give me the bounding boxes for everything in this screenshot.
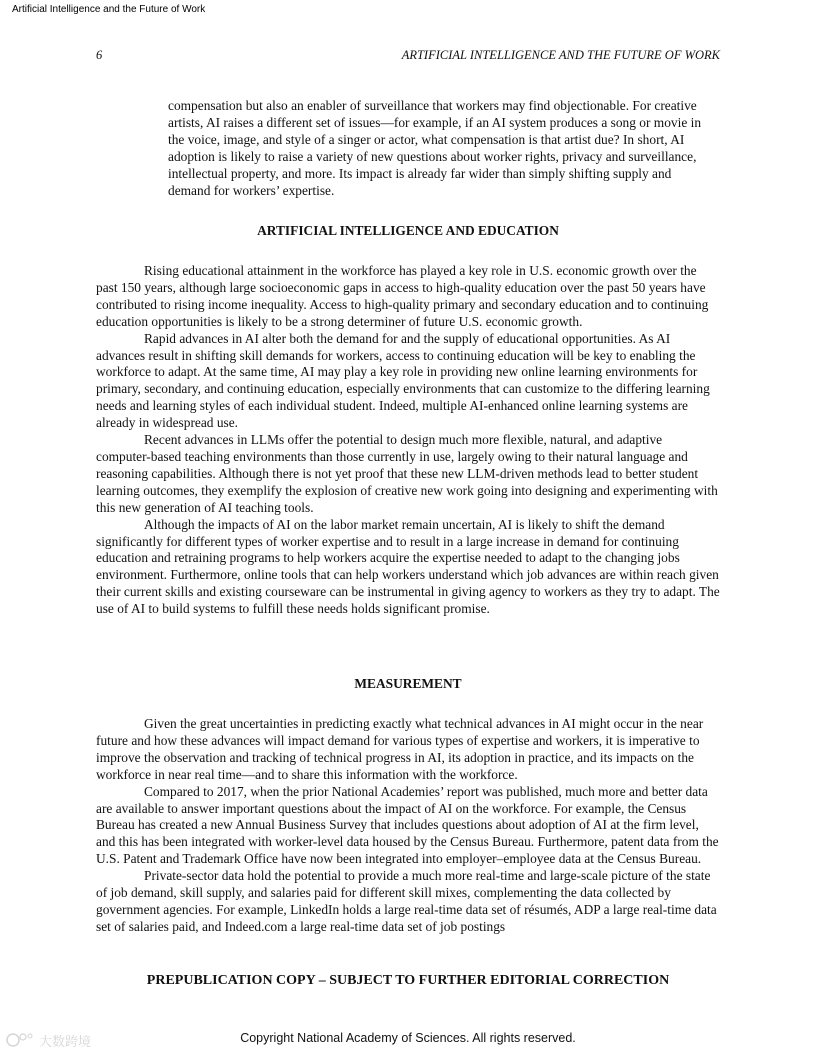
- paragraph: Although the impacts of AI on the labor market remain uncertain, AI is likely to shift the demand significantly for different types of worker expertise and to result in a large increase in demand for continuing education and retraining programs to help workers acquire the expertise needed to adapt to the changing jobs environment. Furthermore, online tools that can help workers understand which job advances are within reach given their current skills and existing courseware can be instrumental in giving agency to workers as they try to adapt. The use of AI to build systems to fulfill these needs holds significant promise.: [96, 516, 720, 617]
- section-body-measurement: [96, 716, 720, 936]
- running-head-title: ARTIFICIAL INTELLIGENCE AND THE FUTURE OF WORK: [401, 48, 720, 62]
- section-heading-ai-education: ARTIFICIAL INTELLIGENCE AND EDUCATION: [257, 223, 559, 238]
- watermark: [6, 1028, 110, 1052]
- section-heading-measurement: MEASUREMENT: [354, 676, 462, 691]
- paragraph: Rising educational attainment in the workforce has played a key role in U.S. economic growth over the past 150 years, although large socioeconomic gaps in access to high-quality education over the past 50 years have contributed to rising income inequality. Access to high-quality primary and secondary education and to continuing education opportunities is likely to be a strong determiner of future U.S. economic growth.: [96, 263, 709, 329]
- document-window-title: Artificial Intelligence and the Future of Work: [12, 4, 206, 15]
- page-number: 6: [96, 48, 103, 62]
- paragraph: Private-sector data hold the potential to provide a much more real-time and large-scale picture of the state of job demand, skill supply, and salaries paid for different skill mixes, complementing the data collected by government agencies. For example, LinkedIn holds a large real-time data set of résumés, ADP a large real-time data set of salaries paid, and Indeed.com a large real-time data set of job postings: [96, 868, 717, 934]
- watermark-text: 大数跨境: [39, 1034, 92, 1050]
- paragraph: Compared to 2017, when the prior National Academies’ report was published, much more and better data are available to answer important questions about the impact of AI on the workforce. For example, the Census Bureau has created a new Annual Business Survey that includes questions about adoption of AI at the firm level, and this has been integrated with worker-level data housed by the Census Bureau. Furthermore, patent data from the U.S. Patent and Trademark Office have now been integrated into employer–employee data at the Census Bureau.: [96, 783, 719, 867]
- paragraph: Given the great uncertainties in predicting exactly what technical advances in AI might occur in the near future and how these advances will impact demand for various types of expertise and workers, it is imperative to improve the observation and tracking of technical progress in AI, its adoption in practice, and its impacts on the workforce in near real time—and to share this information with the workforce.: [96, 716, 704, 782]
- paragraph: Rapid advances in AI alter both the demand for and the supply of educational opportunities. As AI advances result in shifting skill demands for workers, access to continuing education will be key to enabling the workforce to adapt. At the same time, AI may play a key role in providing new online learning environments for primary, secondary, and continuing education, especially environments that can customize to the differing learning needs and learning styles of each individual student. Indeed, multiple AI-enhanced online learning systems are already in widespread use.: [96, 330, 710, 431]
- copyright-notice: Copyright National Academy of Sciences. All rights reserved.: [240, 1031, 576, 1045]
- section-body-ai-education: [96, 263, 720, 618]
- watermark-logo-icon: [6, 1031, 36, 1049]
- block-quote: compensation but also an enabler of surveillance that workers may find objectionable. For creative artists, AI raises a different set of issues—for example, if an AI system produces a song or movie in the voice, image, and style of a singer or actor, what compensation is that artist due? In short, AI adoption is likely to raise a variety of new questions about worker rights, privacy and surveillance, intellectual property, and more. Its impact is already far wider than simply shifting supply and demand for workers’ expertise.: [168, 98, 702, 198]
- paragraph: Recent advances in LLMs offer the potential to design much more flexible, natural, and adaptive computer-based teaching environments than those currently in use, largely owing to their natural language and reasoning capabilities. Although there is not yet proof that these new LLM-driven methods lead to better student learning outcomes, they exemplify the explosion of creative new work going into designing and experimenting with this new generation of AI teaching tools.: [96, 432, 718, 515]
- running-head: [96, 48, 720, 66]
- prepublication-notice: PREPUBLICATION COPY – SUBJECT TO FURTHER EDITORIAL CORRECTION: [146, 973, 670, 988]
